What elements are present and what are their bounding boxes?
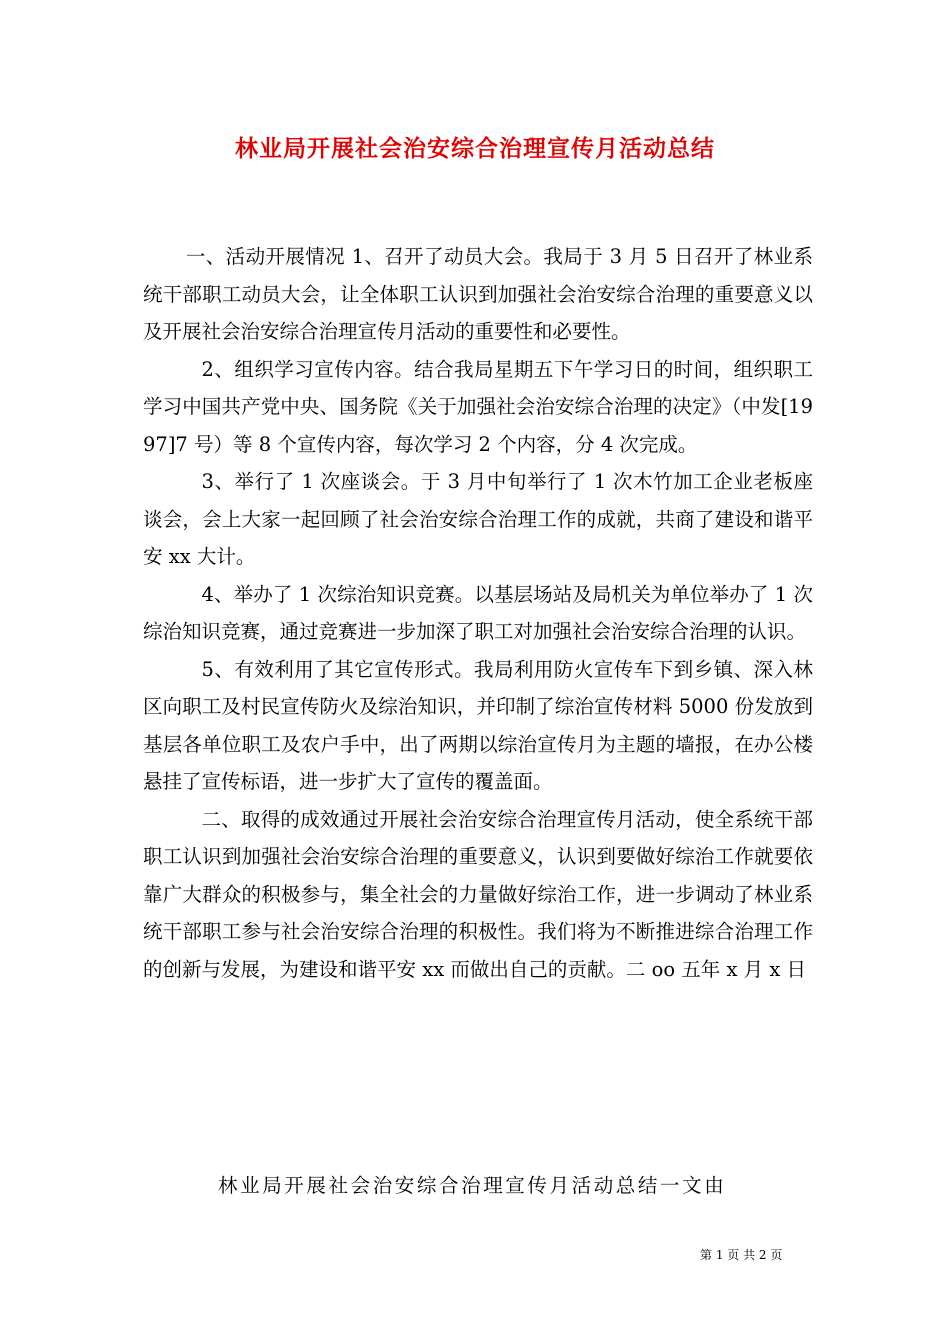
paragraph-study-content: 2、组织学习宣传内容。结合我局星期五下午学习日的时间，组织职工学习中国共产党中央、国务院《关于加强社会治安综合治理的决定》（中发[1997]7 号）等 8 个宣传内容，每次学习 2 个内容，分 4 次完成。 xyxy=(143,357,813,456)
document-body xyxy=(143,238,813,988)
paragraph-results: 二、取得的成效通过开展社会治安综合治理宣传月活动，使全系统干部职工认识到加强社会治安综合治理的重要意义，认识到要做好综治工作就要依靠广大群众的积极参与，集全社会的力量做好综治工作，进一步调动了林业系统干部职工参与社会治安综合治理的积极性。我们将为不断推进综合治理工作的创新与发展，为建设和谐平安 xx 而做出自己的贡献。二 oo 五年 x 月 x 日 xyxy=(143,807,813,981)
paragraph-other-publicity: 5、有效利用了其它宣传形式。我局利用防火宣传车下到乡镇、深入林区向职工及村民宣传防火及综治知识，并印制了综治宣传材料 5000 份发放到基层各单位职工及农户手中，出了两期以综治宣传月为主题的墙报，在办公楼悬挂了宣传标语，进一步扩大了宣传的覆盖面。 xyxy=(143,657,813,793)
closing-line: 林业局开展社会治安综合治理宣传月活动总结一文由 xyxy=(218,1174,727,1197)
page-number: 第 1 页 共 2 页 xyxy=(700,1248,783,1262)
document-title: 林业局开展社会治安综合治理宣传月活动总结 xyxy=(235,136,715,162)
paragraph-symposium: 3、举行了 1 次座谈会。于 3 月中旬举行了 1 次木竹加工企业老板座谈会，会上大家一起回顾了社会治安综合治理工作的成就，共商了建设和谐平安 xx 大计。 xyxy=(143,470,813,568)
paragraph-activity-overview: 一、活动开展情况 1、召开了动员大会。我局于 3 月 5 日召开了林业系统干部职工动员大会，让全体职工认识到加强社会治安综合治理的重要意义以及开展社会治安综合治理宣传月活动的重要性和必要性。 xyxy=(143,245,813,343)
paragraph-knowledge-contest: 4、举办了 1 次综治知识竞赛。以基层场站及局机关为单位举办了 1 次综治知识竞赛，通过竞赛进一步加深了职工对加强社会治安综合治理的认识。 xyxy=(143,582,813,643)
